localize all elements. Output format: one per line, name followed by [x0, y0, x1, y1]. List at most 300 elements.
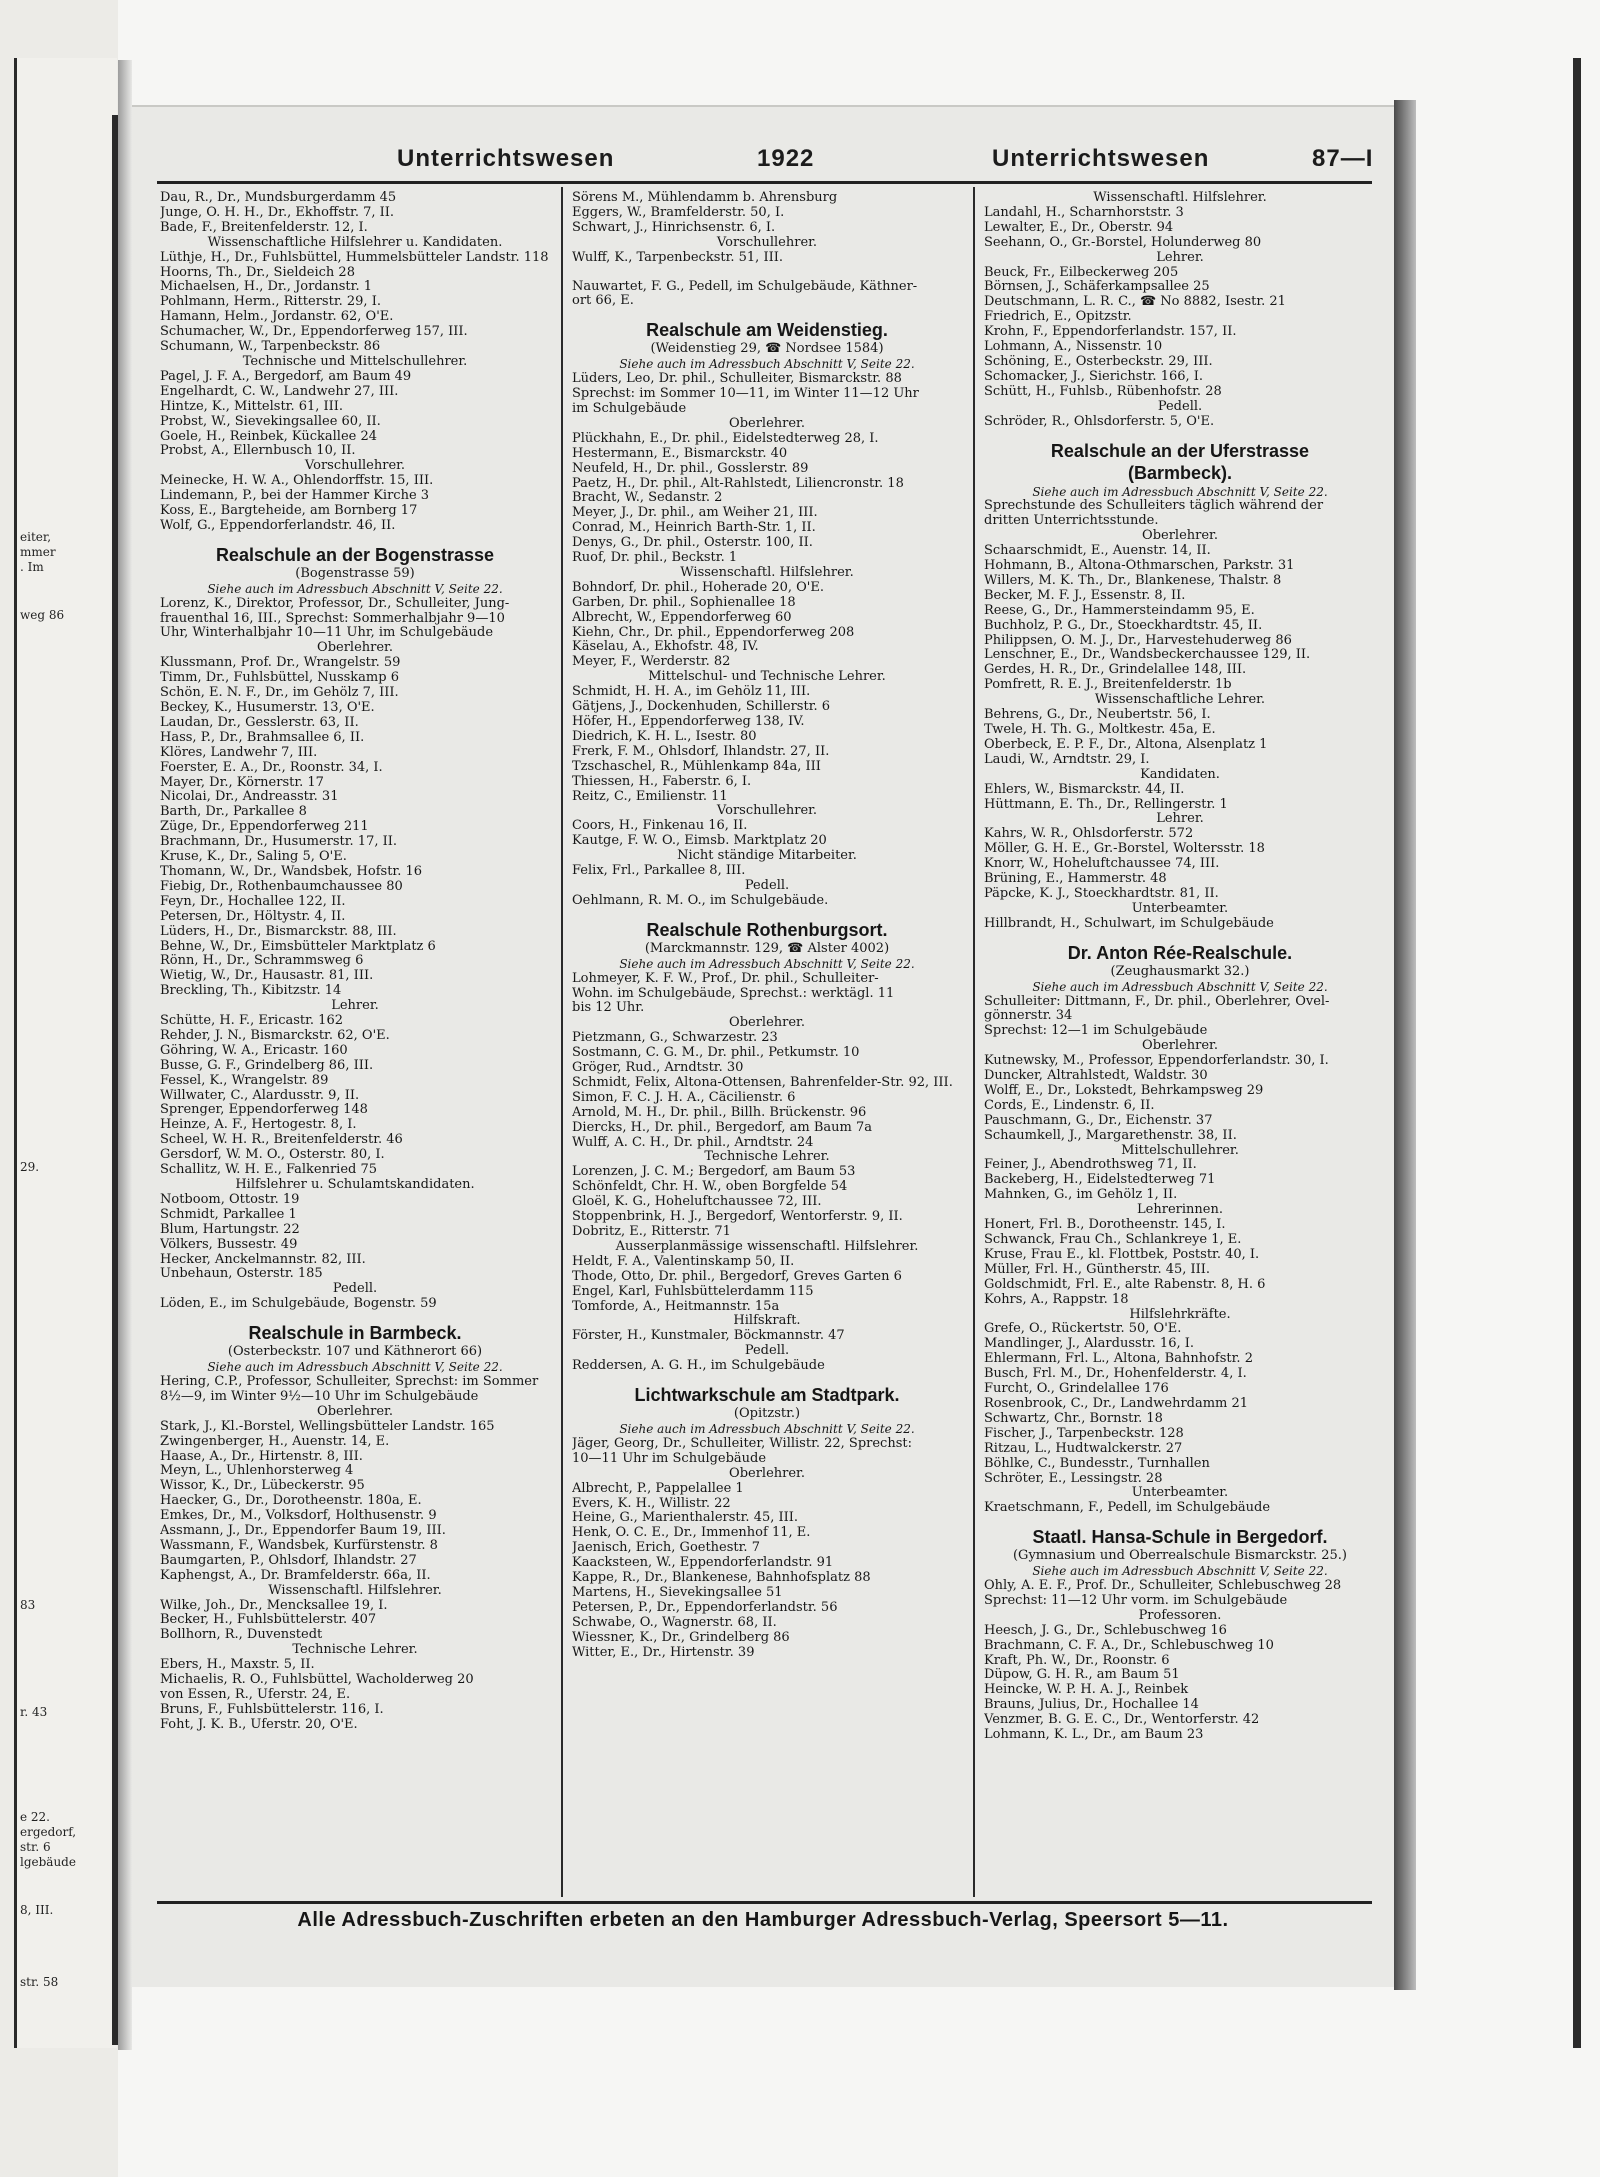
- directory-entry: Seehann, O., Gr.-Borstel, Holunderweg 80: [984, 235, 1262, 250]
- subsection-heading: Vorschullehrer.: [304, 458, 406, 474]
- directory-entry: Schmidt, H. H. A., im Gehölz 11, III.: [572, 685, 811, 700]
- directory-entry: Plückhahn, E., Dr. phil., Eidelstedterweg 28, I.: [572, 431, 879, 446]
- directory-entry: Venzmer, B. G. E. C., Dr., Wentorferstr. 42: [984, 1713, 1260, 1728]
- directory-entry: Barth, Dr., Parkallee 8: [160, 805, 307, 820]
- prev-page-fragment: mmer: [20, 545, 56, 559]
- school-heading: Realschule Rothenburgsort.: [646, 919, 888, 940]
- directory-entry: Heine, G., Marienthalerstr. 45, III.: [572, 1511, 799, 1526]
- subsection-heading: Wissenschaftliche Hilfslehrer u. Kandidaten.: [207, 234, 503, 250]
- cross-reference: Siehe auch im Adressbuch Abschnitt V, Seite 22.: [207, 581, 503, 596]
- directory-entry: Michaelis, R. O., Fuhlsbüttel, Wacholderweg 20: [160, 1673, 474, 1688]
- running-header: [132, 145, 1394, 185]
- subsection-heading: Wissenschaftl. Hilfslehrer.: [268, 1582, 442, 1598]
- subsection-heading: (Zeughausmarkt 32.): [1110, 963, 1250, 979]
- school-heading: Realschule an der Bogenstrasse: [215, 544, 495, 565]
- subsection-heading: (Marckmannstr. 129, ☎ Alster 4002): [644, 940, 890, 956]
- directory-entry: Rönn, H., Dr., Schrammsweg 6: [160, 954, 364, 969]
- directory-entry: ort 66, E.: [572, 294, 634, 309]
- directory-entry: Laudan, Dr., Gesslerstr. 63, II.: [160, 715, 359, 730]
- school-heading: Lichtwarkschule am Stadtpark.: [634, 1385, 900, 1406]
- prev-page-fragment: eiter,: [20, 530, 52, 544]
- directory-entry: Friedrich, E., Opitzstr.: [984, 310, 1132, 325]
- cross-reference: Siehe auch im Adressbuch Abschnitt V, Seite 22.: [619, 956, 915, 971]
- directory-entry: von Essen, R., Uferstr. 24, E.: [160, 1688, 351, 1702]
- directory-entry: Lohmann, K. L., Dr., am Baum 23: [984, 1728, 1204, 1743]
- header-rule: [157, 181, 1372, 184]
- directory-entry: Martens, H., Sievekingsallee 51: [572, 1585, 783, 1600]
- directory-entry: Scheel, W. H. R., Breitenfelderstr. 46: [160, 1133, 403, 1148]
- directory-entry: Gloël, K. G., Hoheluftchaussee 72, III.: [572, 1195, 822, 1210]
- prev-page-fragment: str. 6: [20, 1840, 51, 1854]
- directory-entry: Ruof, Dr. phil., Beckstr. 1: [572, 551, 738, 566]
- directory-entry: Beckey, K., Husumerstr. 13, O'E.: [160, 701, 375, 715]
- directory-entry: Probst, W., Sievekingsallee 60, II.: [160, 414, 381, 429]
- directory-entry: Mandlinger, J., Alardusstr. 16, I.: [984, 1337, 1195, 1352]
- directory-entry: Lewalter, E., Dr., Oberstr. 94: [984, 220, 1174, 235]
- directory-entry: Albrecht, P., Pappelallee 1: [572, 1481, 744, 1496]
- subsection-heading: Oberlehrer.: [729, 415, 805, 431]
- directory-entry: Kaphengst, A., Dr. Bramfelderstr. 66a, II.: [160, 1568, 431, 1583]
- directory-entry: Eggers, W., Bramfelderstr. 50, I.: [572, 205, 785, 220]
- directory-entry: Neufeld, H., Dr. phil., Gosslerstr. 89: [572, 461, 809, 476]
- directory-entry: Pohlmann, Herm., Ritterstr. 29, I.: [160, 295, 381, 310]
- directory-entry: Probst, A., Ellernbusch 10, II.: [160, 444, 356, 459]
- subsection-heading: Technische Lehrer.: [292, 1642, 418, 1658]
- directory-entry: Koss, E., Bargteheide, am Bornberg 17: [160, 504, 418, 519]
- directory-entry: Stark, J., Kl.-Borstel, Wellingsbütteler Landstr. 165: [160, 1419, 495, 1434]
- directory-entry: Felix, Frl., Parkallee 8, III.: [572, 864, 746, 879]
- directory-entry: Brachmann, C. F. A., Dr., Schlebuschweg 10: [984, 1638, 1274, 1653]
- directory-entry: Hecker, Anckelmannstr. 82, III.: [160, 1252, 366, 1267]
- prev-page-fragment: 83: [20, 1598, 36, 1612]
- directory-entry: Hass, P., Dr., Brahmsallee 6, II.: [160, 730, 365, 745]
- page-number: 87—I: [1312, 145, 1374, 172]
- directory-entry: Simon, F. C. J. H. A., Cäcilienstr. 6: [572, 1090, 796, 1105]
- directory-entry: Sprechst: im Sommer 10—11, im Winter 11—12 Uhr: [572, 387, 919, 402]
- directory-entry: Müller, Frl. H., Güntherstr. 45, III.: [984, 1262, 1211, 1277]
- directory-entry: Kiehn, Chr., Dr. phil., Eppendorferweg 208: [572, 625, 855, 640]
- subsection-heading: Oberlehrer.: [729, 1465, 805, 1481]
- column-2: [572, 191, 962, 1660]
- prev-page-fragment: . Im: [20, 560, 44, 574]
- subsection-heading: Professoren.: [1138, 1607, 1222, 1623]
- directory-entry: Heldt, F. A., Valentinskamp 50, II.: [572, 1254, 795, 1269]
- directory-entry: Haase, A., Dr., Hirtenstr. 8, III.: [160, 1449, 363, 1464]
- directory-entry: Pietzmann, G., Schwarzestr. 23: [572, 1031, 778, 1046]
- directory-entry: Gröger, Rud., Arndtstr. 30: [572, 1061, 744, 1076]
- directory-entry: Blum, Hartungstr. 22: [160, 1222, 300, 1237]
- directory-entry: Twele, H. Th. G., Moltkestr. 45a, E.: [984, 723, 1216, 737]
- directory-entry: Klussmann, Prof. Dr., Wrangelstr. 59: [160, 656, 401, 671]
- directory-entry: Rosenbrook, C., Dr., Landwehrdamm 21: [984, 1396, 1249, 1411]
- directory-entry: Schumacher, W., Dr., Eppendorferweg 157, III.: [160, 325, 468, 340]
- directory-entry: Frerk, F. M., Ohlsdorf, Ihlandstr. 27, II.: [572, 744, 830, 759]
- directory-entry: Päpcke, K. J., Stoeckhardtstr. 81, II.: [984, 886, 1219, 901]
- directory-entry: Ohly, A. E. F., Prof. Dr., Schulleiter, Schlebuschweg 28: [984, 1579, 1342, 1594]
- directory-entry: Sprenger, Eppendorferweg 148: [160, 1103, 368, 1118]
- directory-entry: Furcht, O., Grindelallee 176: [984, 1382, 1169, 1397]
- directory-entry: Timm, Dr., Fuhlsbüttel, Nusskamp 6: [160, 671, 399, 686]
- directory-entry: Schröter, E., Lessingstr. 28: [984, 1471, 1163, 1486]
- directory-entry: Kaacksteen, W., Eppendorferlandstr. 91: [572, 1556, 834, 1571]
- subsection-heading: Hilfslehrkräfte.: [1129, 1306, 1231, 1322]
- directory-entry: Engelhardt, C. W., Landwehr 27, III.: [160, 384, 399, 399]
- subsection-heading: Technische und Mittelschullehrer.: [242, 353, 468, 369]
- directory-entry: Brachmann, Dr., Husumerstr. 17, II.: [160, 835, 398, 850]
- directory-entry: Schöning, E., Osterbeckstr. 29, III.: [984, 354, 1213, 369]
- directory-entry: Baumgarten, P., Ohlsdorf, Ihlandstr. 27: [160, 1553, 417, 1568]
- directory-entry: Feiner, J., Abendrothsweg 71, II.: [984, 1158, 1197, 1173]
- directory-entry: Unbehaun, Osterstr. 185: [160, 1267, 323, 1282]
- prev-page-fragment: ergedorf,: [20, 1825, 77, 1839]
- directory-entry: Heinze, A. F., Hertogestr. 8, I.: [160, 1118, 357, 1133]
- directory-entry: Wilke, Joh., Dr., Mencksallee 19, I.: [160, 1598, 388, 1613]
- directory-entry: Klöres, Landwehr 7, III.: [160, 745, 318, 760]
- directory-entry: Stoppenbrink, H. J., Bergedorf, Wentorferstr. 9, II.: [572, 1210, 903, 1225]
- directory-entry: Foht, J. K. B., Uferstr. 20, O'E.: [160, 1717, 358, 1732]
- subsection-heading: Oberlehrer.: [1142, 1038, 1218, 1054]
- directory-entry: Hillbrandt, H., Schulwart, im Schulgebäude: [984, 916, 1274, 931]
- subsection-heading: Nicht ständige Mitarbeiter.: [677, 848, 857, 864]
- subsection-heading: Wissenschaftl. Hilfslehrer.: [1093, 190, 1267, 205]
- subsection-heading: Unterbeamter.: [1131, 1485, 1229, 1501]
- school-heading: Staatl. Hansa-Schule in Bergedorf.: [1032, 1527, 1328, 1548]
- prev-page-fragment: 29.: [20, 1160, 40, 1174]
- directory-entry: Nauwartet, F. G., Pedell, im Schulgebäude, Käthner-: [572, 279, 918, 294]
- directory-entry: Goele, H., Reinbek, Kückallee 24: [160, 429, 378, 444]
- subsection-heading: Technische Lehrer.: [704, 1149, 830, 1165]
- subsection-heading: Ausserplanmässige wissenschaftl. Hilfslehrer.: [615, 1238, 919, 1254]
- school-heading: Realschule an der Uferstrasse: [1050, 440, 1310, 461]
- directory-entry: Rehder, J. N., Bismarckstr. 62, O'E.: [160, 1028, 390, 1043]
- footer-rule: [157, 1901, 1372, 1904]
- cross-reference: Siehe auch im Adressbuch Abschnitt V, Seite 22.: [207, 1360, 503, 1375]
- directory-entry: Reitz, C., Emilienstr. 11: [572, 789, 728, 804]
- directory-entry: Mayer, Dr., Körnerstr. 17: [160, 775, 324, 790]
- subsection-heading: Kandidaten.: [1140, 766, 1220, 782]
- directory-entry: 8½—9, im Winter 9½—10 Uhr im Schulgebäude: [160, 1389, 479, 1404]
- directory-entry: Düpow, G. H. R., am Baum 51: [984, 1668, 1180, 1683]
- directory-entry: Ebers, H., Maxstr. 5, II.: [160, 1658, 315, 1673]
- subsection-heading: Vorschullehrer.: [716, 803, 818, 819]
- subsection-heading: Wissenschaftliche Lehrer.: [1094, 692, 1266, 708]
- subsection-heading: Mittelschullehrer.: [1121, 1142, 1239, 1158]
- prev-page-fragment: str. 58: [20, 1975, 59, 1989]
- directory-entry: Oberbeck, E. P. F., Dr., Altona, Alsenplatz 1: [984, 737, 1268, 752]
- directory-entry: Tomforde, A., Heitmannstr. 15a: [572, 1299, 780, 1314]
- directory-entry: Pomfrett, R. E. J., Breitenfelderstr. 1b: [984, 678, 1232, 693]
- prev-page-fragment: lgebäude: [20, 1855, 76, 1869]
- directory-entry: Lüders, H., Dr., Bismarckstr. 88, III.: [160, 924, 397, 939]
- directory-entry: Heincke, W. P. H. A. J., Reinbek: [984, 1683, 1189, 1698]
- directory-entry: frauenthal 16, III., Sprechst: Sommerhalbjahr 9—10: [160, 611, 505, 626]
- directory-entry: Sprechstunde des Schulleiters täglich während der: [984, 499, 1324, 514]
- directory-entry: Schwabe, O., Wagnerstr. 68, II.: [572, 1615, 777, 1630]
- directory-entry: Schaarschmidt, E., Auenstr. 14, II.: [984, 544, 1211, 559]
- directory-entry: Schomacker, J., Sierichstr. 166, I.: [984, 369, 1204, 384]
- directory-entry: Goldschmidt, Frl. E., alte Rabenstr. 8, H. 6: [984, 1277, 1266, 1292]
- directory-entry: Heesch, J. G., Dr., Schlebuschweg 16: [984, 1623, 1227, 1638]
- directory-entry: Jäger, Georg, Dr., Schulleiter, Willistr. 22, Sprechst:: [572, 1436, 912, 1451]
- directory-entry: Brüning, E., Hammerstr. 48: [984, 872, 1167, 887]
- directory-entry: Böhlke, C., Bundesstr., Turnhallen: [984, 1456, 1210, 1471]
- subsection-heading: Wissenschaftl. Hilfslehrer.: [680, 564, 854, 580]
- directory-entry: Förster, H., Kunstmaler, Böckmannstr. 47: [572, 1329, 845, 1344]
- directory-entry: Hering, C.P., Professor, Schulleiter, Sprechst: im Sommer: [160, 1374, 539, 1389]
- subsection-heading: Vorschullehrer.: [716, 234, 818, 250]
- subsection-heading: Pedell.: [744, 1343, 790, 1359]
- directory-entry: Albrecht, W., Eppendorferweg 60: [572, 610, 792, 625]
- directory-entry: Wiessner, K., Dr., Grindelberg 86: [572, 1630, 790, 1645]
- spacer: [572, 266, 962, 280]
- subsection-heading: (Opitzstr.): [733, 1406, 801, 1422]
- directory-entry: Jaenisch, Erich, Goethestr. 7: [572, 1541, 760, 1556]
- directory-entry: Reese, G., Dr., Hammersteindamm 95, E.: [984, 603, 1255, 618]
- directory-entry: Backeberg, H., Eidelstedterweg 71: [984, 1173, 1216, 1188]
- directory-entry: Feyn, Dr., Hochallee 122, II.: [160, 894, 346, 909]
- directory-entry: Ehlermann, Frl. L., Altona, Bahnhofstr. 2: [984, 1352, 1253, 1367]
- directory-entry: Wohn. im Schulgebäude, Sprechst.: werktägl. 11: [572, 986, 895, 1001]
- directory-entry: Gerdes, H. R., Dr., Grindelallee 148, III.: [984, 663, 1247, 678]
- directory-entry: Coors, H., Finkenau 16, II.: [572, 819, 748, 834]
- directory-entry: Meinecke, H. W. A., Ohlendorffstr. 15, III.: [160, 474, 434, 489]
- subsection-heading: Oberlehrer.: [317, 640, 393, 656]
- directory-entry: Schallitz, W. H. E., Falkenried 75: [160, 1163, 378, 1178]
- directory-entry: Bade, F., Breitenfelderstr. 12, I.: [160, 220, 368, 235]
- directory-entry: Paetz, H., Dr. phil., Alt-Rahlstedt, Liliencronstr. 18: [572, 476, 904, 491]
- directory-entry: Schütt, H., Fuhlsb., Rübenhofstr. 28: [984, 384, 1222, 399]
- directory-entry: Fischer, J., Tarpenbeckstr. 128: [984, 1426, 1184, 1441]
- directory-entry: Beuck, Fr., Eilbeckerweg 205: [984, 265, 1179, 280]
- directory-entry: Sprechst: 12—1 im Schulgebäude: [984, 1024, 1208, 1039]
- directory-page: [132, 105, 1394, 1987]
- subsection-heading: Lehrerinnen.: [1137, 1202, 1223, 1218]
- subsection-heading: (Bogenstrasse 59): [295, 565, 415, 581]
- directory-entry: Witter, E., Dr., Hirtenstr. 39: [572, 1645, 755, 1660]
- directory-entry: Arnold, M. H., Dr. phil., Billh. Brückenstr. 96: [572, 1105, 867, 1120]
- directory-entry: Züge, Dr., Eppendorferweg 211: [160, 820, 369, 835]
- publisher-notice: Alle Adressbuch-Zuschriften erbeten an den Hamburger Adressbuch-Verlag, Speersort 5—11.: [297, 1909, 1229, 1931]
- directory-entry: Petersen, P., Dr., Eppendorferlandstr. 56: [572, 1600, 838, 1615]
- directory-entry: Wassmann, F., Wandsbek, Kurfürstenstr. 8: [160, 1538, 438, 1553]
- directory-entry: Cords, E., Lindenstr. 6, II.: [984, 1098, 1155, 1113]
- scan-border: [1573, 58, 1581, 2048]
- column-rule: [973, 187, 975, 1897]
- prev-page-fragment: 8, III.: [20, 1903, 54, 1917]
- directory-entry: Wietig, W., Dr., Hausastr. 81, III.: [160, 969, 374, 984]
- directory-entry: Kohrs, A., Rappstr. 18: [984, 1292, 1129, 1307]
- directory-entry: Pagel, J. F. A., Bergedorf, am Baum 49: [160, 369, 412, 384]
- directory-entry: Busch, Frl. M., Dr., Hohenfelderstr. 4, I.: [984, 1367, 1247, 1382]
- directory-entry: Schwanck, Frau Ch., Schlankreye 1, E.: [984, 1233, 1242, 1247]
- directory-entry: Schumann, W., Tarpenbeckstr. 86: [160, 340, 381, 355]
- directory-entry: Bollhorn, R., Duvenstedt: [160, 1628, 323, 1643]
- directory-entry: Mahnken, G., im Gehölz 1, II.: [984, 1188, 1178, 1203]
- subsection-heading: Pedell.: [744, 877, 790, 893]
- subsection-heading: Pedell.: [1157, 398, 1203, 414]
- directory-entry: Honert, Frl. B., Dorotheenstr. 145, I.: [984, 1218, 1226, 1233]
- directory-entry: Hestermann, E., Bismarckstr. 40: [572, 446, 788, 461]
- directory-entry: Emkes, Dr., M., Volksdorf, Holthusenstr. 9: [160, 1509, 437, 1524]
- directory-entry: Lenschner, E., Dr., Wandsbeckerchaussee 129, II.: [984, 648, 1311, 663]
- directory-entry: Hüttmann, E. Th., Dr., Rellingerstr. 1: [984, 797, 1228, 812]
- directory-entry: Dobritz, E., Ritterstr. 71: [572, 1225, 731, 1239]
- directory-entry: Schwartz, Chr., Bornstr. 18: [984, 1411, 1163, 1426]
- directory-entry: Diercks, H., Dr. phil., Bergedorf, am Baum 7a: [572, 1120, 873, 1135]
- directory-entry: Lohmeyer, K. F. W., Prof., Dr. phil., Schulleiter-: [572, 971, 879, 986]
- directory-entry: Kutnewsky, M., Professor, Eppendorferlandstr. 30, I.: [984, 1054, 1329, 1069]
- directory-entry: Bohndorf, Dr. phil., Hoherade 20, O'E.: [572, 580, 824, 595]
- directory-entry: Uhr, Winterhalbjahr 10—11 Uhr, im Schulgebäude: [160, 626, 494, 641]
- subsection-heading: Pedell.: [332, 1281, 378, 1297]
- directory-entry: Kruse, K., Dr., Saling 5, O'E.: [160, 850, 347, 865]
- directory-entry: Ritzau, L., Hudtwalckerstr. 27: [984, 1441, 1183, 1456]
- directory-entry: Deutschmann, L. R. C., ☎ No 8882, Isestr. 21: [984, 295, 1286, 310]
- subsection-heading: (Gymnasium und Oberrealschule Bismarckstr. 25.): [1012, 1548, 1348, 1564]
- subsection-heading: Oberlehrer.: [729, 1015, 805, 1031]
- directory-entry: dritten Unterrichtsstunde.: [984, 514, 1159, 529]
- directory-entry: Schön, E. N. F., Dr., im Gehölz 7, III.: [160, 686, 399, 701]
- header-year: 1922: [757, 145, 815, 172]
- directory-entry: Denys, G., Dr. phil., Osterstr. 100, II.: [572, 536, 813, 551]
- directory-entry: Löden, E., im Schulgebäude, Bogenstr. 59: [160, 1297, 437, 1312]
- directory-entry: Reddersen, A. G. H., im Schulgebäude: [572, 1359, 825, 1374]
- directory-entry: Hintze, K., Mittelstr. 61, III.: [160, 399, 344, 414]
- directory-entry: Wulff, A. C. H., Dr. phil., Arndtstr. 24: [572, 1135, 814, 1150]
- column-1: [160, 191, 550, 1733]
- directory-entry: Ehlers, W., Bismarckstr. 44, II.: [984, 782, 1185, 797]
- subsection-heading: (Weidenstieg 29, ☎ Nordsee 1584): [650, 341, 884, 357]
- directory-entry: Dau, R., Dr., Mundsburgerdamm 45: [160, 191, 397, 205]
- directory-entry: Börnsen, J., Schäferkampsallee 25: [984, 280, 1210, 295]
- directory-entry: Engel, Karl, Fuhlsbüttelerdamm 115: [572, 1284, 814, 1299]
- directory-entry: Meyer, J., Dr. phil., am Weiher 21, III.: [572, 506, 818, 521]
- directory-entry: Schmidt, Felix, Altona-Ottensen, Bahrenfelder-Str. 92, III.: [572, 1075, 953, 1090]
- directory-entry: Willers, M. K. Th., Dr., Blankenese, Thalstr. 8: [984, 573, 1282, 588]
- directory-entry: Kraetschmann, F., Pedell, im Schulgebäude: [984, 1501, 1271, 1516]
- directory-entry: Oehlmann, R. M. O., im Schulgebäude.: [572, 893, 829, 908]
- directory-entry: Schmidt, Parkallee 1: [160, 1207, 297, 1222]
- directory-entry: Schulleiter: Dittmann, F., Dr. phil., Oberlehrer, Övel-: [984, 994, 1330, 1009]
- directory-entry: Kraft, Ph. W., Dr., Roonstr. 6: [984, 1653, 1170, 1668]
- directory-entry: Möller, G. H. E., Gr.-Borstel, Woltersstr. 18: [984, 842, 1265, 857]
- school-heading: (Barmbeck).: [1127, 462, 1233, 483]
- directory-entry: Schütte, H. F., Ericastr. 162: [160, 1014, 343, 1029]
- column-rule: [561, 187, 563, 1897]
- directory-entry: Pauschmann, G., Dr., Eichenstr. 37: [984, 1113, 1213, 1128]
- directory-entry: Kappe, R., Dr., Blankenese, Bahnhofsplatz 88: [572, 1571, 871, 1586]
- directory-entry: Meyer, F., Werderstr. 82: [572, 655, 731, 670]
- directory-entry: Sörens M., Mühlendamm b. Ahrensburg: [572, 191, 838, 205]
- directory-entry: Kruse, Frau E., kl. Flottbek, Poststr. 40, I.: [984, 1247, 1260, 1262]
- directory-entry: Evers, K. H., Willistr. 22: [572, 1496, 731, 1511]
- directory-entry: Lohmann, A., Nissenstr. 10: [984, 340, 1163, 355]
- directory-entry: Hohmann, B., Altona-Othmarschen, Parkstr. 31: [984, 559, 1295, 574]
- directory-entry: Schaumkell, J., Margarethenstr. 38, II.: [984, 1128, 1237, 1143]
- directory-entry: Lüthje, H., Dr., Fuhlsbüttel, Hummelsbütteler Landstr. 118: [160, 250, 549, 265]
- cross-reference: Siehe auch im Adressbuch Abschnitt V, Seite 22.: [619, 357, 915, 372]
- directory-entry: Knorr, W., Hoheluftchaussee 74, III.: [984, 857, 1220, 872]
- directory-entry: Grefe, O., Rückertstr. 50, O'E.: [984, 1322, 1182, 1337]
- directory-entry: Breckling, Th., Kibitzstr. 14: [160, 984, 342, 999]
- prev-page-fragment: r. 43: [20, 1705, 48, 1719]
- directory-entry: Busse, G. F., Grindelberg 86, III.: [160, 1058, 374, 1073]
- directory-entry: 10—11 Uhr im Schulgebäude: [572, 1451, 767, 1466]
- directory-entry: Thode, Otto, Dr. phil., Bergedorf, Greves Garten 6: [572, 1269, 902, 1284]
- directory-entry: Bruns, F., Fuhlsbüttelerstr. 116, I.: [160, 1702, 384, 1717]
- prev-page-fragment: weg 86: [20, 608, 65, 622]
- directory-entry: Kautge, F. W. O., Eimsb. Marktplatz 20: [572, 834, 827, 849]
- cross-reference: Siehe auch im Adressbuch Abschnitt V, Seite 22.: [1032, 484, 1328, 499]
- directory-entry: Becker, M. F. J., Essenstr. 8, II.: [984, 588, 1186, 603]
- directory-entry: Fessel, K., Wrangelstr. 89: [160, 1073, 329, 1088]
- header-section-left: Unterrichtswesen: [397, 145, 615, 172]
- directory-entry: Hoorns, Th., Dr., Sieldeich 28: [160, 265, 355, 280]
- directory-entry: Diedrich, K. H. L., Isestr. 80: [572, 729, 757, 744]
- directory-entry: Behrens, G., Dr., Neubertstr. 56, I.: [984, 708, 1211, 723]
- subsection-heading: Lehrer.: [1156, 249, 1204, 265]
- directory-entry: Notboom, Ottostr. 19: [160, 1192, 300, 1207]
- subsection-heading: Unterbeamter.: [1131, 900, 1229, 916]
- directory-entry: Fiebig, Dr., Rothenbaumchaussee 80: [160, 879, 403, 894]
- page-right-edge: [1394, 100, 1416, 1990]
- directory-entry: Nicolai, Dr., Andreasstr. 31: [160, 790, 339, 805]
- directory-entry: bis 12 Uhr.: [572, 1001, 645, 1016]
- directory-entry: Göhring, W. A., Ericastr. 160: [160, 1043, 348, 1058]
- directory-entry: Völkers, Bussestr. 49: [160, 1237, 298, 1252]
- directory-entry: Becker, H., Fuhlsbüttelerstr. 407: [160, 1613, 377, 1628]
- school-heading: Realschule in Barmbeck.: [248, 1323, 462, 1344]
- directory-entry: Landahl, H., Scharnhorststr. 3: [984, 205, 1184, 220]
- directory-entry: Höfer, H., Eppendorferweg 138, IV.: [572, 715, 805, 729]
- directory-entry: Zwingenberger, H., Auenstr. 14, E.: [160, 1434, 390, 1449]
- directory-entry: Behne, W., Dr., Eimsbütteler Marktplatz 6: [160, 939, 436, 954]
- directory-entry: Sprechst: 11—12 Uhr vorm. im Schulgebäude: [984, 1593, 1288, 1608]
- directory-entry: Schönfeldt, Chr. H. W., oben Borgfelde 54: [572, 1180, 848, 1195]
- school-heading: Dr. Anton Rée-Realschule.: [1067, 942, 1293, 963]
- school-heading: Realschule am Weidenstieg.: [646, 320, 888, 341]
- directory-entry: Wulff, K., Tarpenbeckstr. 51, III.: [572, 250, 783, 265]
- directory-entry: Käselau, A., Ekhofstr. 48, IV.: [572, 640, 759, 655]
- directory-entry: Wissor, K., Dr., Lübeckerstr. 95: [160, 1479, 365, 1494]
- directory-entry: Thiessen, H., Faberstr. 6, I.: [572, 774, 752, 789]
- directory-entry: Lorenz, K., Direktor, Professor, Dr., Schulleiter, Jung-: [160, 596, 510, 611]
- subsection-heading: (Osterbeckstr. 107 und Käthnerort 66): [227, 1344, 483, 1360]
- directory-entry: Sostmann, C. G. M., Dr. phil., Petkumstr. 10: [572, 1046, 860, 1061]
- directory-entry: Buchholz, P. G., Dr., Stoeckhardtstr. 45, II.: [984, 618, 1263, 633]
- cross-reference: Siehe auch im Adressbuch Abschnitt V, Seite 22.: [1032, 1564, 1328, 1579]
- directory-entry: Wolf, G., Eppendorferlandstr. 46, II.: [160, 518, 396, 533]
- directory-entry: Schwart, J., Hinrichsenstr. 6, I.: [572, 220, 776, 235]
- directory-entry: Petersen, Dr., Höltystr. 4, II.: [160, 909, 346, 924]
- directory-entry: Henk, O. C. E., Dr., Immenhof 11, E.: [572, 1526, 811, 1541]
- subsection-heading: Hilfslehrer u. Schulamtskandidaten.: [235, 1177, 475, 1192]
- column-3: [984, 191, 1376, 1743]
- directory-entry: Gätjens, J., Dockenhuden, Schillerstr. 6: [572, 700, 831, 715]
- binding-shadow: [118, 60, 132, 2050]
- directory-entry: gönnerstr. 34: [984, 1009, 1073, 1024]
- directory-entry: Hamann, Helm., Jordanstr. 62, O'E.: [160, 310, 394, 325]
- subsection-heading: Hilfskraft.: [733, 1313, 801, 1329]
- previous-page-edge: [0, 0, 118, 2177]
- directory-entry: Gersdorf, W. M. O., Osterstr. 80, I.: [160, 1148, 385, 1163]
- subsection-heading: Mittelschul- und Technische Lehrer.: [648, 669, 886, 685]
- directory-entry: Michaelsen, H., Dr., Jordanstr. 1: [160, 280, 372, 295]
- directory-entry: Krohn, F., Eppendorferlandstr. 157, II.: [984, 325, 1237, 340]
- previous-page-strip: [14, 58, 117, 2048]
- directory-entry: Laudi, W., Arndtstr. 29, I.: [984, 752, 1150, 767]
- directory-entry: Brauns, Julius, Dr., Hochallee 14: [984, 1698, 1199, 1713]
